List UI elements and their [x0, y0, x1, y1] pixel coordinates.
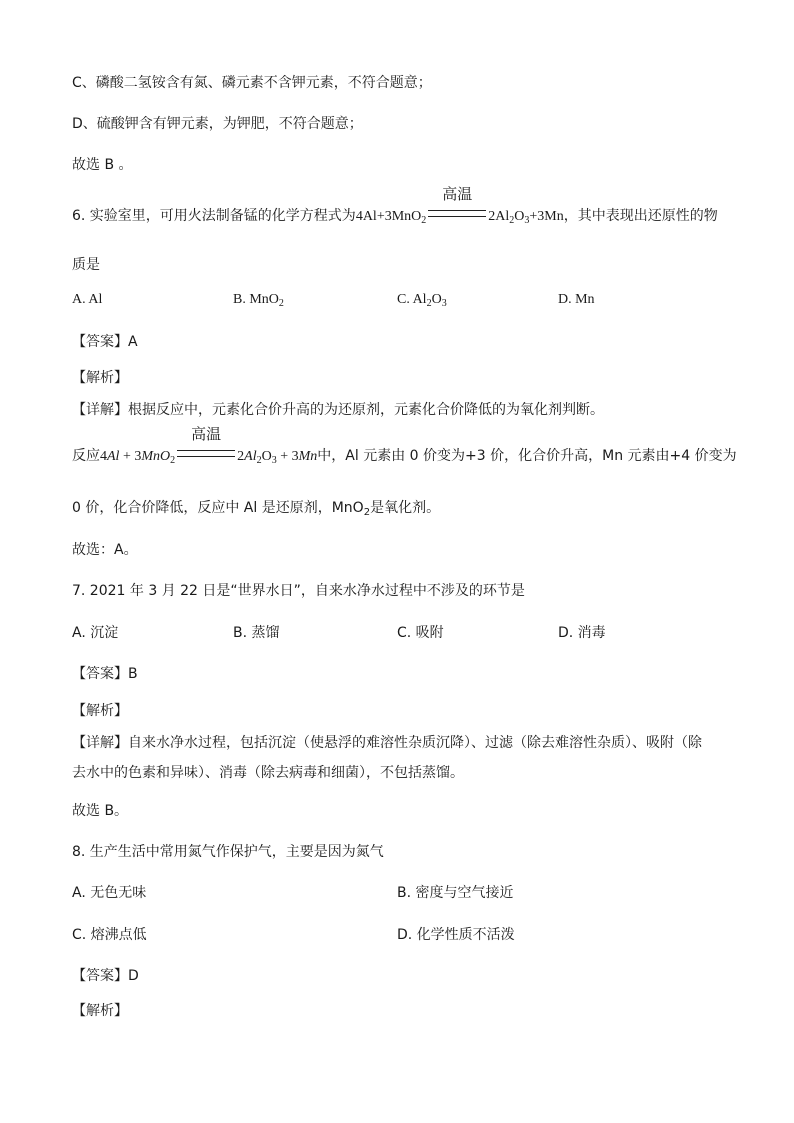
- option-a: A. Al: [72, 292, 103, 307]
- question-6: [72, 187, 718, 227]
- answer: 【答案】D: [72, 968, 139, 984]
- question-text: 6. 实验室里，可用火法制备锰的化学方程式为: [72, 208, 356, 224]
- choose-line: 故选 B。: [72, 803, 129, 819]
- option-d: D. Mn: [558, 292, 595, 307]
- chemical-equation: 4Al + 3MnO$_2$ 高温 $2Al_2O_3 + 3Mn$: [100, 427, 318, 466]
- option-b: B. 蒸馏: [233, 625, 280, 641]
- reaction-arrow: [428, 187, 486, 227]
- detail-text: 去水中的色素和异味）、消毒（除去病毒和细菌），不包括蒸馏。: [72, 765, 464, 781]
- answer: 【答案】B: [72, 666, 138, 682]
- reaction-arrow: [177, 427, 235, 467]
- text-line: 故选 B 。: [72, 157, 133, 173]
- option-a: A. 无色无味: [72, 885, 147, 901]
- question-7: 7. 2021 年 3 月 22 日是“世界水日”，自来水净水过程中不涉及的环节是: [72, 583, 525, 599]
- choose-line: 故选：A。: [72, 542, 138, 558]
- option-b: B. 密度与空气接近: [397, 885, 514, 901]
- option-d: D. 消毒: [558, 625, 606, 641]
- text-line: D、硫酸钾含有钾元素，为钾肥，不符合题意；: [72, 116, 363, 132]
- analysis-heading: 【解析】: [72, 703, 128, 719]
- option-c: C. 熔沸点低: [72, 927, 147, 943]
- reaction-line: 反应4Al + 3MnO$_2$ 高温 $2Al_2O_3 + 3Mn$中，Al 元素由 0 价变为+3 价，化合价升高，Mn 元素由+4 价变为: [72, 427, 737, 466]
- text-line: C、磷酸二氢铵含有氮、磷元素不含钾元素，不符合题意；: [72, 75, 432, 91]
- question-text: ，其中表现出还原性的物: [563, 208, 718, 224]
- reaction-condition: 高温: [191, 427, 222, 443]
- text-line: 质是: [72, 257, 100, 273]
- option-c: C. $Al_2O_3$: [397, 292, 447, 309]
- text-line: 0 价，化合价降低，反应中 Al 是还原剂，MnO$_2$是氧化剂。: [72, 500, 441, 518]
- option-d: D. 化学性质不活泼: [397, 927, 515, 943]
- analysis-heading: 【解析】: [72, 370, 128, 386]
- option-c: C. 吸附: [397, 625, 444, 641]
- chemical-equation: 4Al+3MnO$_2$ 高温 $2Al_2O_3+3Mn$: [355, 187, 564, 226]
- option-a: A. 沉淀: [72, 625, 119, 641]
- answer: 【答案】A: [72, 334, 138, 350]
- option-b: B. MnO$_2$: [233, 292, 284, 309]
- detail-text: 【详解】自来水净水过程，包括沉淀（使悬浮的难溶性杂质沉降）、过滤（除去难溶性杂质）、吸附（除: [72, 735, 702, 751]
- question-8: 8. 生产生活中常用氮气作保护气，主要是因为氮气: [72, 844, 384, 860]
- analysis-heading: 【解析】: [72, 1003, 128, 1019]
- detail-text: 【详解】根据反应中，元素化合价升高的为还原剂，元素化合价降低的为氧化剂判断。: [72, 402, 604, 418]
- reaction-condition: 高温: [442, 187, 473, 203]
